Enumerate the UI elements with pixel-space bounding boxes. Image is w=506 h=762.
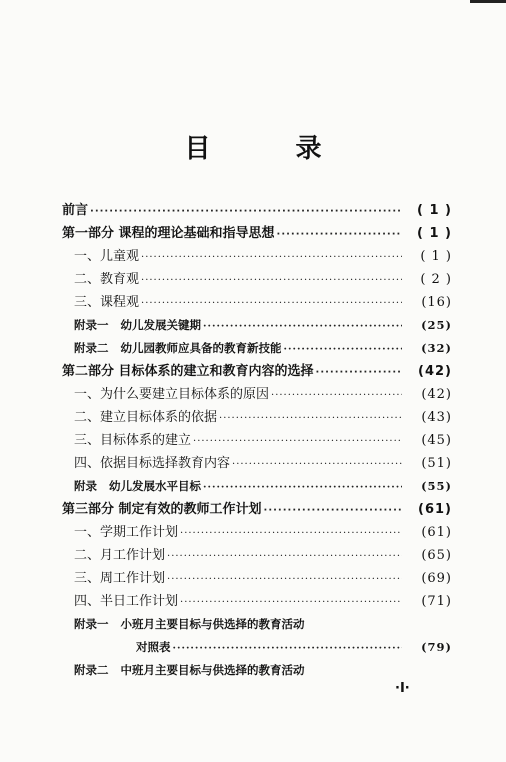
toc-entry-label: 一、儿童观 bbox=[74, 249, 140, 264]
toc-entry[interactable] bbox=[62, 590, 452, 613]
table-of-contents bbox=[62, 199, 452, 682]
toc-entry-appendix[interactable] bbox=[62, 337, 452, 360]
toc-entry-label: 第二部分 目标体系的建立和教育内容的选择 bbox=[62, 364, 314, 379]
toc-page-number: ( 1 ) bbox=[420, 249, 452, 264]
toc-page-number: (61) bbox=[421, 525, 452, 540]
toc-entry-label: 二、建立目标体系的依据 bbox=[74, 410, 218, 425]
dot-leader bbox=[219, 407, 402, 430]
top-border-line bbox=[470, 0, 506, 3]
dot-leader bbox=[277, 223, 402, 246]
toc-entry-label: 附录一 小班月主要目标与供选择的教育活动 bbox=[74, 617, 305, 631]
toc-entry-appendix[interactable] bbox=[62, 613, 452, 636]
dot-leader bbox=[232, 453, 402, 476]
toc-page-number: (43) bbox=[421, 410, 452, 425]
toc-entry[interactable] bbox=[62, 567, 452, 590]
toc-entry-label: 一、学期工作计划 bbox=[74, 525, 179, 540]
toc-entry-label: 附录二 幼儿园教师应具备的教育新技能 bbox=[74, 341, 282, 355]
dot-leader bbox=[193, 430, 402, 453]
toc-entry-label: 一、为什么要建立目标体系的原因 bbox=[74, 387, 270, 402]
page-title: 目 录 bbox=[184, 134, 360, 164]
toc-page-number: (55) bbox=[421, 479, 452, 493]
toc-page-number: (71) bbox=[421, 594, 452, 609]
appendix-lead: 附录二 bbox=[74, 341, 109, 355]
appendix-lead: 附录二 bbox=[74, 663, 109, 677]
toc-entry-label: 附录二 中班月主要目标与供选择的教育活动 bbox=[74, 663, 305, 677]
toc-page-number: ( 1 ) bbox=[417, 226, 452, 241]
toc-entry-label: 三、周工作计划 bbox=[74, 571, 166, 586]
dot-leader bbox=[90, 200, 402, 223]
toc-entry-appendix[interactable] bbox=[62, 314, 452, 337]
dot-leader bbox=[141, 246, 402, 269]
toc-page-number: (51) bbox=[421, 456, 452, 471]
toc-page-number: (42) bbox=[421, 387, 452, 402]
toc-page-number: ( 2 ) bbox=[420, 272, 452, 287]
toc-entry-preface[interactable] bbox=[62, 199, 452, 222]
appendix-lead: 附录一 bbox=[74, 318, 109, 332]
toc-page-number: ( 1 ) bbox=[417, 203, 452, 218]
toc-entry[interactable] bbox=[62, 291, 452, 314]
toc-entry-label: 附录 幼儿发展水平目标 bbox=[74, 479, 201, 493]
toc-entry-label: 前言 bbox=[62, 203, 89, 218]
toc-entry-label: 附录一 幼儿发展关键期 bbox=[74, 318, 201, 332]
dot-leader bbox=[173, 637, 403, 660]
toc-entry-appendix[interactable] bbox=[62, 659, 452, 682]
toc-entry-label: 三、目标体系的建立 bbox=[74, 433, 192, 448]
toc-page-number: (45) bbox=[421, 433, 452, 448]
toc-entry-label: 第三部分 制定有效的教师工作计划 bbox=[62, 502, 262, 517]
toc-page-number: (79) bbox=[421, 640, 452, 654]
toc-entry-appendix[interactable] bbox=[62, 475, 452, 498]
toc-entry-label: 第一部分 课程的理论基础和指导思想 bbox=[62, 226, 275, 241]
dot-leader bbox=[141, 269, 402, 292]
toc-entry[interactable] bbox=[62, 268, 452, 291]
dot-leader bbox=[167, 545, 402, 568]
dot-leader bbox=[203, 315, 402, 338]
toc-entry[interactable] bbox=[62, 544, 452, 567]
dot-leader bbox=[180, 522, 402, 545]
toc-page-number: (42) bbox=[418, 364, 452, 379]
toc-entry-part-one[interactable] bbox=[62, 222, 452, 245]
toc-entry[interactable] bbox=[62, 452, 452, 475]
toc-entry-label: 四、依据目标选择教育内容 bbox=[74, 456, 231, 471]
toc-page-number: (65) bbox=[421, 548, 452, 563]
toc-page-number: (16) bbox=[421, 295, 452, 310]
toc-entry-part-two[interactable] bbox=[62, 360, 452, 383]
toc-page-number: (32) bbox=[421, 341, 452, 355]
dot-leader bbox=[180, 591, 402, 614]
toc-entry-label: 对照表 bbox=[136, 640, 171, 654]
page-number-footer: ·I· bbox=[395, 681, 410, 696]
toc-entry[interactable] bbox=[62, 245, 452, 268]
dot-leader bbox=[271, 384, 402, 407]
toc-page-number: (61) bbox=[418, 502, 452, 517]
toc-entry[interactable] bbox=[62, 429, 452, 452]
dot-leader bbox=[264, 499, 402, 522]
toc-entry-label: 四、半日工作计划 bbox=[74, 594, 179, 609]
dot-leader bbox=[141, 292, 402, 315]
dot-leader bbox=[284, 338, 403, 361]
toc-entry[interactable] bbox=[62, 383, 452, 406]
dot-leader bbox=[167, 568, 402, 591]
toc-entry[interactable] bbox=[62, 406, 452, 429]
toc-entry[interactable] bbox=[62, 521, 452, 544]
toc-entry-part-three[interactable] bbox=[62, 498, 452, 521]
dot-leader bbox=[203, 476, 402, 499]
appendix-lead: 附录一 bbox=[74, 617, 109, 631]
toc-entry-label: 三、课程观 bbox=[74, 295, 140, 310]
toc-page-number: (69) bbox=[421, 571, 452, 586]
toc-entry-label: 二、月工作计划 bbox=[74, 548, 166, 563]
toc-entry-label: 二、教育观 bbox=[74, 272, 140, 287]
appendix-lead: 附录 bbox=[74, 479, 97, 493]
toc-entry-continuation[interactable] bbox=[62, 636, 452, 659]
toc-page-number: (25) bbox=[421, 318, 452, 332]
dot-leader bbox=[316, 361, 402, 384]
